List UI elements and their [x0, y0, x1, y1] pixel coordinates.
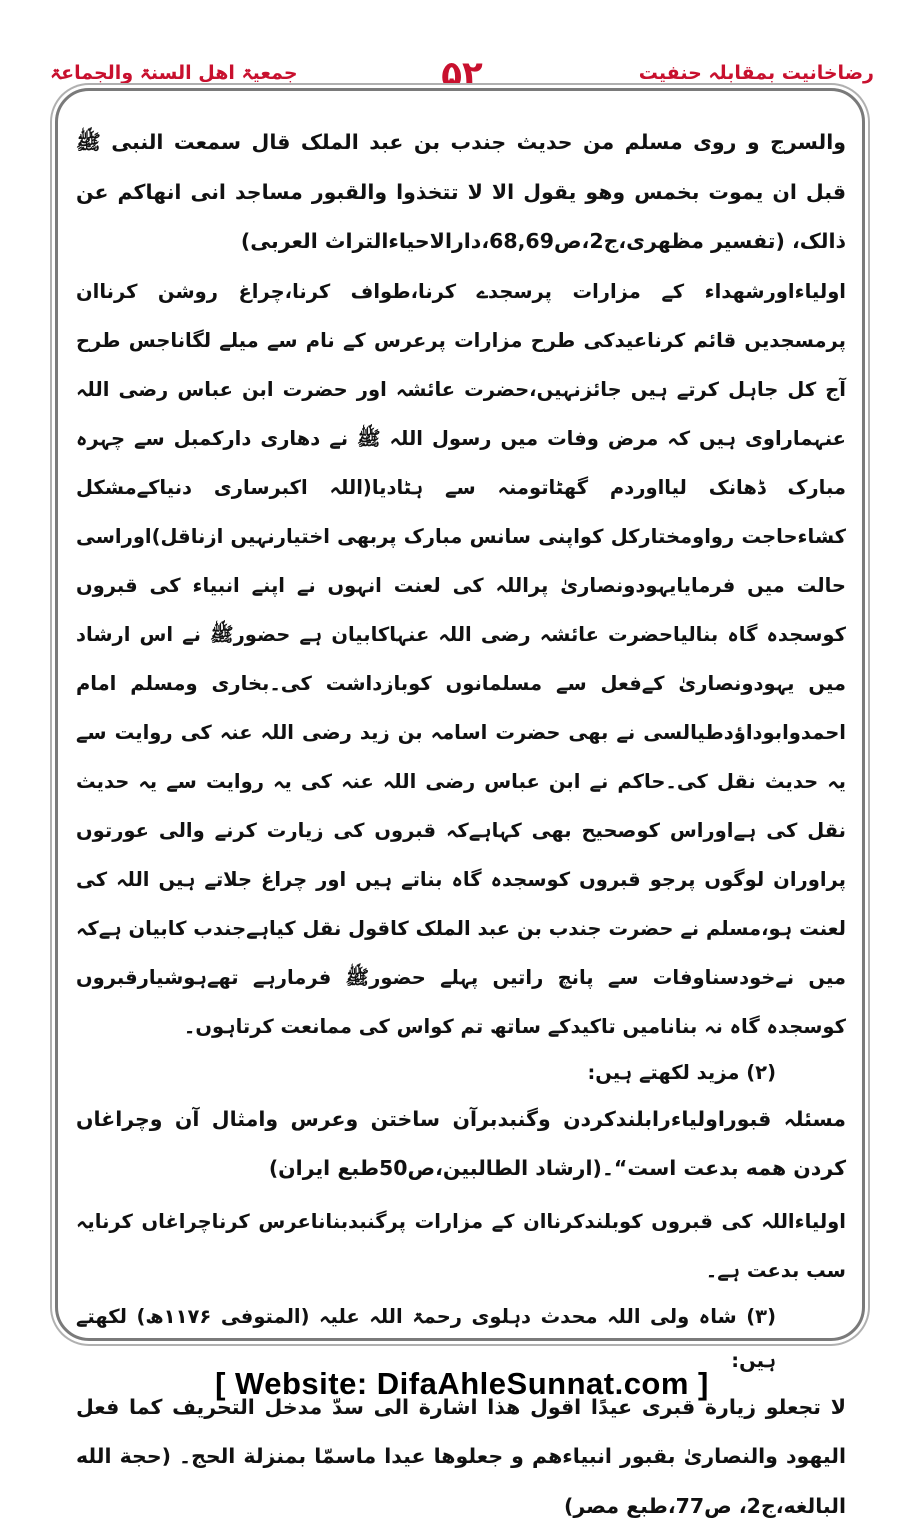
book-title: رضاخانیت بمقابلہ حنفیت [639, 62, 874, 84]
section-heading-3: (۳) شاہ ولی اللہ محدث دہلوی رحمۃ اللہ علیہ (المتوفی ۱۱۷۶ھ) لکھتے ہیں: [76, 1295, 846, 1383]
section-heading-2: (۲) مزید لکھتے ہیں: [76, 1051, 846, 1095]
website-footer: [ Website: DifaAhleSunnat.com ] [0, 1366, 924, 1402]
urdu-explanation-paragraph: اولیاءاورشهداء کے مزارات پرسجدے کرنا،طواف کرنا،چراغ روشن کرناان پرمسجدیں قائم کرناعیدکی طرح مزارات پرعرس کے نام سے میلے لگاناجس طرح آج کل جاہل کرتے ہیں جائزنہیں،حضرت عائشہ اور حضرت ابن عباس رضی اللہ عنہماراوی ہیں کہ مرض وفات میں رسول اللہ ﷺ نے دھاری دارکمبل سے چہرہ مبارک ڈھانک لیااوردم گھٹاتومنہ سے ہٹادیا(اللہ اکبرساری دنیاکےمشکل کشاءحاجت رواومختارکل کواپنی سانس مبارک پربھی اختیارنہیں ازناقل)اوراسی حالت میں فرمایایہودونصاریٰ پراللہ کی لعنت انہوں نے اپنے انبیاء کی قبروں کوسجدہ گاہ بنالیاحضرت عائشہ رضی اللہ عنہاکابیان ہے حضورﷺ نے اس ارشاد میں یہودونصاریٰ کےفعل سے مسلمانوں کوبازداشت کی۔بخاری ومسلم امام احمدوابوداؤدطیالسی نے بھی حضرت اسامہ بن زید رضی اللہ عنہ کی روایت سے یہ حدیث نقل کی۔حاکم نے ابن عباس رضی اللہ عنہ کی یہ روایت سے یہ حدیث نقل کی ہےاوراس کوصحیح بھی کہاہےکہ قبروں کی زیارت کرنے والی عورتوں پراوران لوگوں پرجو قبروں کوسجدہ گاہ بناتے ہیں اور چراغ جلاتے ہیں اللہ کی لعنت ہو،مسلم نے حضرت جندب بن عبد الملک کاقول نقل کیاہےجندب کابیان ہےکہ میں نےخودسناوفات سے پانچ راتیں پہلے حضورﷺ فرمارہے تھےہوشیارقبروں کوسجدہ گاہ نہ بنانامیں تاکیدکے ساتھ تم کواس کی ممانعت کرتاہوں۔ [76, 267, 846, 1051]
publisher-title: جمعیۃ اهل السنۃ والجماعۃ [50, 62, 298, 84]
arabic-hadith-paragraph: والسرج و روی مسلم من حدیث جندب بن عبد الملک قال سمعت النبی ﷺ قبل ان یموت بخمس وهو یقول الا لا تتخذوا والقبور مساجد انی انهاکم عن ذالک، (تفسیر مظهری،ج2،ص68,69،دارالاحیاءالتراث العربی) [76, 118, 846, 267]
arabic-quote: لا تجعلو زیارة قبری عیدًا اقول هذا اشارة الی سدّ مدخل التحریف کما فعل الیهود والنصاریٰ بقبور انبیاءهم و جعلوها عیدا ماسمّا بمنزلة الحج۔ (حجة الله البالغه،ج2، ص77،طبع مصر) [76, 1383, 846, 1531]
page-content [76, 118, 846, 1531]
page-number: ۵۲ [50, 54, 874, 94]
urdu-translation: اولیاءاللہ کی قبروں کوبلندکرناان کے مزارات پرگنبدبناناعرس کرناچراغاں کرنایہ سب بدعت ہے۔ [76, 1197, 846, 1295]
persian-quote: مسئلہ قبوراولیاءرابلندکردن وگنبدبرآن ساختن وعرس وامثال آن وچراغاں کردن همه بدعت است“۔(ارشاد الطالبین،ص50طبع ایران) [76, 1095, 846, 1193]
